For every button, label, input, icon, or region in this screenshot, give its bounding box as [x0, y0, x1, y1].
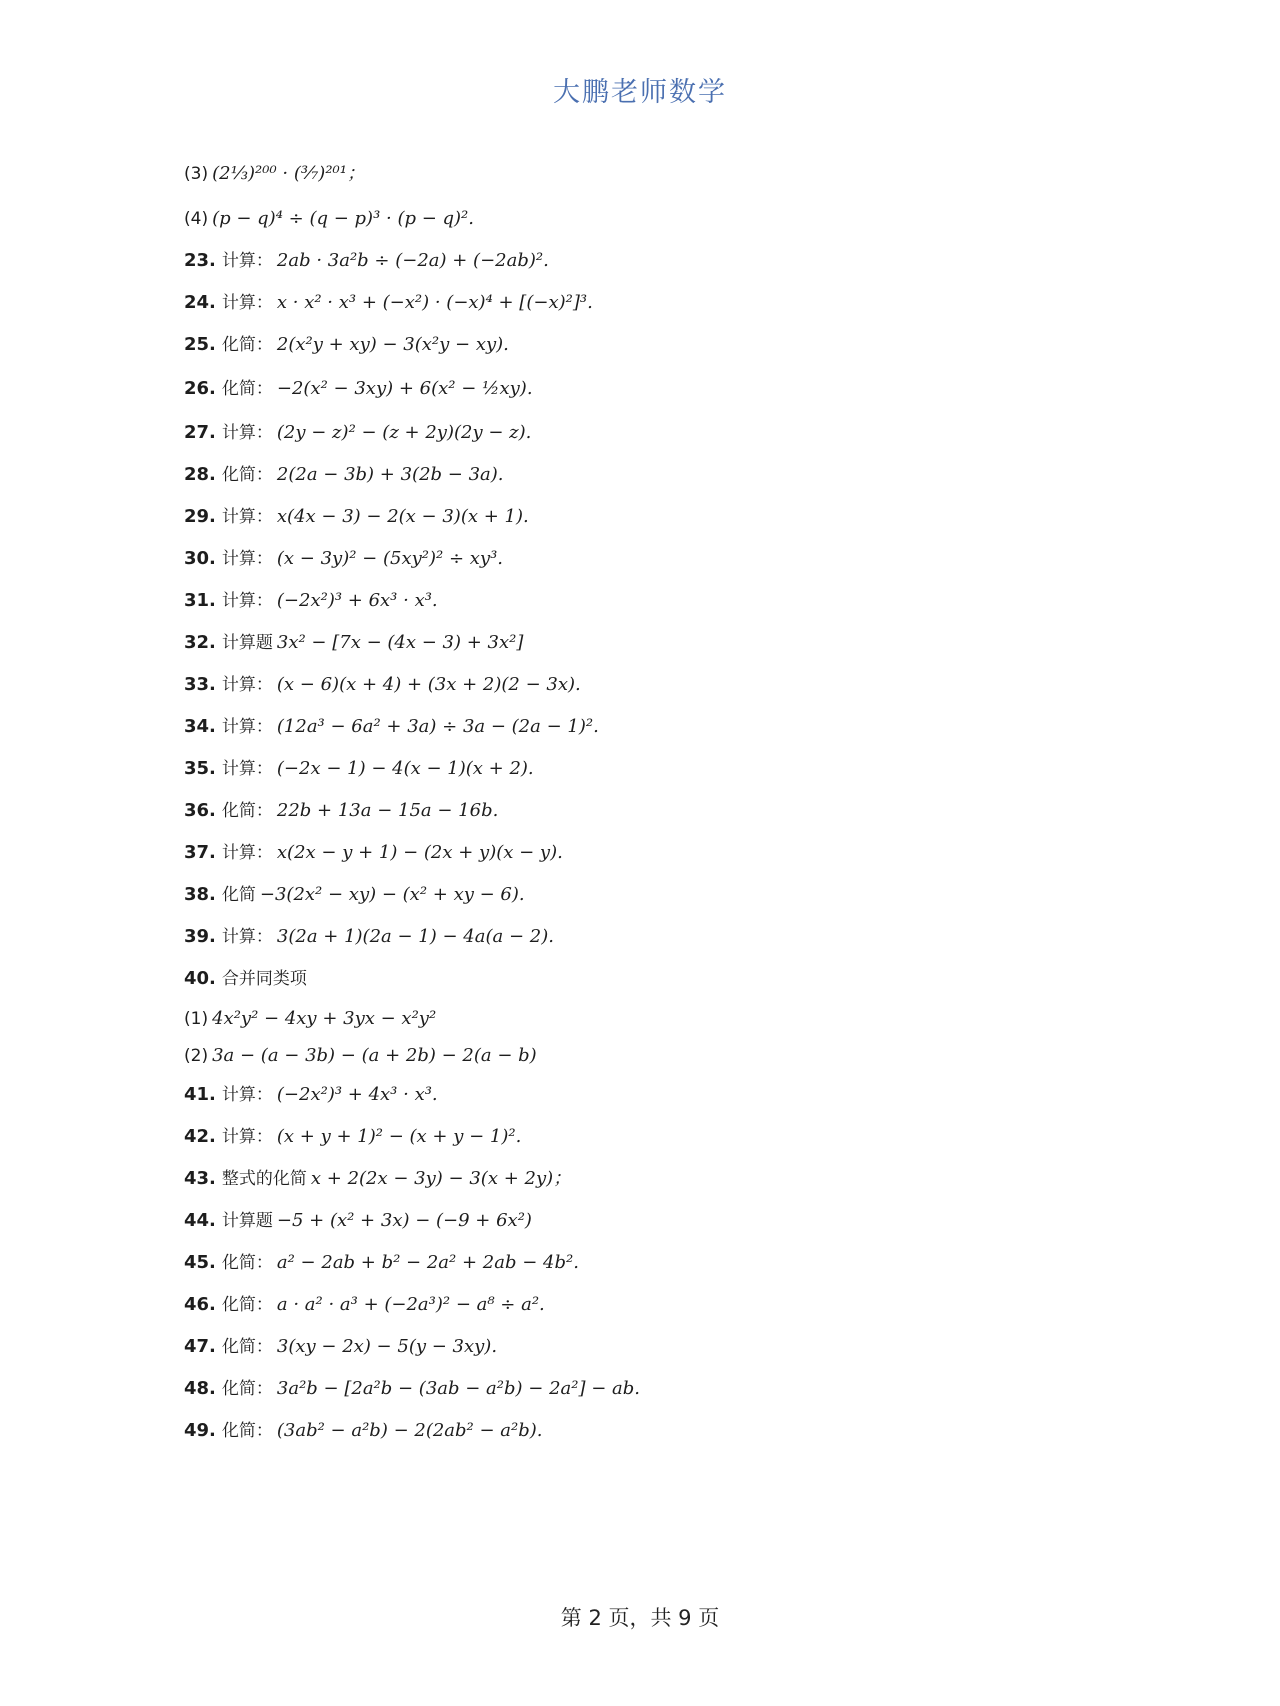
problem-verb: 化简	[221, 885, 256, 905]
problem-number: 24.	[184, 292, 216, 313]
problem-line	[184, 240, 1184, 282]
problem-expression: 4x²y² − 4xy + 3yx − x²y²	[212, 1008, 437, 1029]
page-number-footer: 第 2 页，共 9 页	[560, 1606, 720, 1630]
problem-verb: 化简：	[221, 801, 273, 821]
problem-line	[184, 1116, 1184, 1158]
problem-line	[184, 748, 1184, 790]
page-header-title: 大鹏老师数学	[553, 77, 727, 108]
problem-number: 39.	[184, 926, 216, 947]
problem-expression: (x − 6)(x + 4) + (3x + 2)(2 − 3x).	[276, 674, 581, 695]
problem-expression: x(4x − 3) − 2(x − 3)(x + 1).	[276, 506, 529, 527]
problem-line	[184, 454, 1184, 496]
problem-number: 26.	[184, 378, 216, 399]
problem-line	[184, 1326, 1184, 1368]
problem-verb: 计算：	[221, 591, 273, 611]
problem-line	[184, 1410, 1184, 1452]
problem-number: 42.	[184, 1126, 216, 1147]
problem-verb: 计算：	[221, 549, 273, 569]
problem-verb: 计算：	[221, 675, 273, 695]
problem-verb: (3)	[184, 164, 209, 184]
problem-verb: (2)	[184, 1046, 209, 1066]
problem-line	[184, 580, 1184, 622]
problem-verb: 化简：	[221, 1379, 273, 1399]
problem-expression: (p − q)⁴ ÷ (q − p)³ · (p − q)².	[212, 208, 474, 229]
problem-number: 37.	[184, 842, 216, 863]
problem-verb: 计算：	[221, 759, 273, 779]
problem-line	[184, 150, 1184, 198]
problem-number: 27.	[184, 422, 216, 443]
problem-line	[184, 496, 1184, 538]
problem-number: 43.	[184, 1168, 216, 1189]
problem-line	[184, 1000, 1184, 1037]
problem-expression: (−2x − 1) − 4(x − 1)(x + 2).	[276, 758, 534, 779]
problem-number: 23.	[184, 250, 216, 271]
problem-verb: 计算：	[221, 717, 273, 737]
problem-verb: (1)	[184, 1009, 209, 1029]
problem-line	[184, 874, 1184, 916]
problem-expression: −2(x² − 3xy) + 6(x² − ½xy).	[276, 378, 533, 399]
problem-expression: a · a² · a³ + (−2a³)² − a⁸ ÷ a².	[276, 1294, 545, 1315]
problem-line	[184, 324, 1184, 366]
problem-number: 44.	[184, 1210, 216, 1231]
problem-number: 47.	[184, 1336, 216, 1357]
problem-number: 34.	[184, 716, 216, 737]
problem-expression: (2⅓)²⁰⁰ · (³⁄₇)²⁰¹；	[212, 163, 365, 184]
problem-verb: 化简：	[221, 1295, 273, 1315]
problem-line	[184, 832, 1184, 874]
problem-verb: 计算：	[221, 507, 273, 527]
problem-expression: 3(2a + 1)(2a − 1) − 4a(a − 2).	[276, 926, 554, 947]
problem-expression: 3x² − [7x − (4x − 3) + 3x²]	[276, 632, 524, 653]
problem-verb: 计算：	[221, 843, 273, 863]
problem-line	[184, 1158, 1184, 1200]
problem-line	[184, 622, 1184, 664]
problem-number: 32.	[184, 632, 216, 653]
problem-line	[184, 412, 1184, 454]
problem-expression: x(2x − y + 1) − (2x + y)(x − y).	[276, 842, 563, 863]
problem-verb: 化简：	[221, 1253, 273, 1273]
problem-expression: x · x² · x³ + (−x²) · (−x)⁴ + [(−x)²]³.	[276, 292, 593, 313]
problem-expression: 3a − (a − 3b) − (a + 2b) − 2(a − b)	[212, 1045, 537, 1066]
problem-expression: −3(2x² − xy) − (x² + xy − 6).	[259, 884, 525, 905]
problem-line	[184, 366, 1184, 412]
problem-expression: a² − 2ab + b² − 2a² + 2ab − 4b².	[276, 1252, 579, 1273]
problem-number: 35.	[184, 758, 216, 779]
problem-line	[184, 958, 1184, 1000]
problem-verb: 化简：	[221, 1337, 273, 1357]
problem-expression: (2y − z)² − (z + 2y)(2y − z).	[276, 422, 532, 443]
problem-verb: 计算题	[221, 1211, 273, 1231]
problem-number: 46.	[184, 1294, 216, 1315]
problem-number: 28.	[184, 464, 216, 485]
problem-expression: x + 2(2x − 3y) − 3(x + 2y)；	[310, 1168, 572, 1189]
problem-expression: 2(2a − 3b) + 3(2b − 3a).	[276, 464, 504, 485]
problem-line	[184, 1074, 1184, 1116]
problem-number: 38.	[184, 884, 216, 905]
problem-line	[184, 706, 1184, 748]
problem-verb: 化简：	[221, 465, 273, 485]
problem-line	[184, 1368, 1184, 1410]
problem-verb: 整式的化简	[221, 1169, 307, 1189]
problem-line	[184, 664, 1184, 706]
problem-verb: 计算题	[221, 633, 273, 653]
problem-line	[184, 1284, 1184, 1326]
problem-verb: 计算：	[221, 927, 273, 947]
problem-line	[184, 1242, 1184, 1284]
problem-line	[184, 916, 1184, 958]
problem-expression: 2ab · 3a²b ÷ (−2a) + (−2ab)².	[276, 250, 549, 271]
problem-expression: 3(xy − 2x) − 5(y − 3xy).	[276, 1336, 498, 1357]
problem-number: 48.	[184, 1378, 216, 1399]
problem-line	[184, 282, 1184, 324]
problem-expression: 2(x²y + xy) − 3(x²y − xy).	[276, 334, 509, 355]
problem-verb: 计算：	[221, 1085, 273, 1105]
problem-expression: (x + y + 1)² − (x + y − 1)².	[276, 1126, 522, 1147]
problem-expression: (3ab² − a²b) − 2(2ab² − a²b).	[276, 1420, 543, 1441]
problem-expression: (−2x²)³ + 4x³ · x³.	[276, 1084, 438, 1105]
problem-verb: 化简：	[221, 1421, 273, 1441]
problem-number: 45.	[184, 1252, 216, 1273]
problem-number: 29.	[184, 506, 216, 527]
problem-expression: 3a²b − [2a²b − (3ab − a²b) − 2a²] − ab.	[276, 1378, 641, 1399]
problem-expression: (−2x²)³ + 6x³ · x³.	[276, 590, 438, 611]
problem-verb: 计算：	[221, 251, 273, 271]
problem-line	[184, 790, 1184, 832]
problem-expression: −5 + (x² + 3x) − (−9 + 6x²)	[276, 1210, 532, 1231]
problem-list	[184, 150, 1184, 1452]
problem-line	[184, 1037, 1184, 1074]
problem-expression: (12a³ − 6a² + 3a) ÷ 3a − (2a − 1)².	[276, 716, 599, 737]
problem-verb: 计算：	[221, 1127, 273, 1147]
problem-line	[184, 538, 1184, 580]
problem-number: 41.	[184, 1084, 216, 1105]
problem-number: 36.	[184, 800, 216, 821]
problem-number: 25.	[184, 334, 216, 355]
problem-verb: (4)	[184, 209, 209, 229]
problem-number: 30.	[184, 548, 216, 569]
problem-line	[184, 198, 1184, 240]
problem-verb: 合并同类项	[221, 969, 307, 989]
problem-verb: 计算：	[221, 293, 273, 313]
problem-number: 33.	[184, 674, 216, 695]
problem-verb: 化简：	[221, 379, 273, 399]
problem-expression: (x − 3y)² − (5xy²)² ÷ xy³.	[276, 548, 504, 569]
problem-verb: 计算：	[221, 423, 273, 443]
problem-expression: 22b + 13a − 15a − 16b.	[276, 800, 499, 821]
problem-number: 40.	[184, 968, 216, 989]
problem-number: 31.	[184, 590, 216, 611]
problem-line	[184, 1200, 1184, 1242]
problem-verb: 化简：	[221, 335, 273, 355]
problem-number: 49.	[184, 1420, 216, 1441]
